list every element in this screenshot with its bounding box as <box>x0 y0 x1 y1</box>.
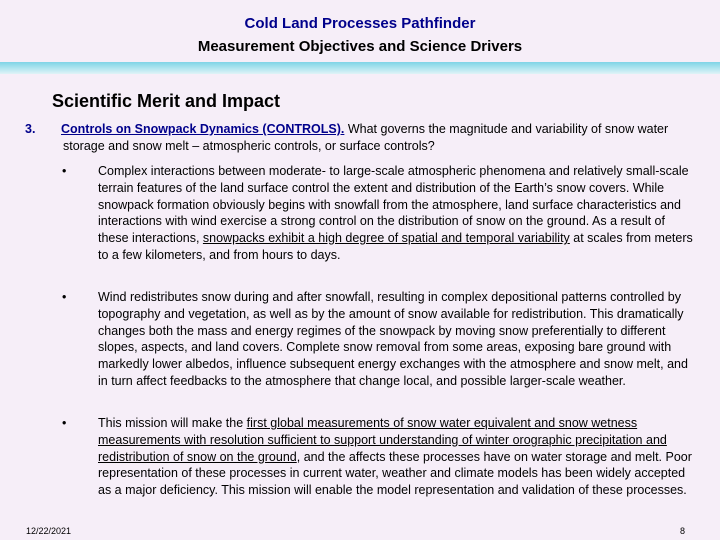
numbered-item <box>25 121 675 155</box>
bullet-marker: • <box>62 290 67 304</box>
bullet-text-part: Complex interactions between moderate- to large-scale atmospheric phenomena and relatively small-scale terrain features of the land surface control the extent and distribution of the Earth’s snow covers. While snowpack formation obviously begins with snowfall from the atmosphere, land surface characteristics and interactions with wind exercise a strong control on the distribution of snow on the ground. As a result of these interactions, <box>98 164 689 246</box>
bullet-marker: • <box>62 416 67 430</box>
bullet-text-underlined: snowpacks exhibit a high degree of spatial and temporal variability <box>202 231 570 246</box>
bullet-text <box>98 289 694 390</box>
bullet-text <box>98 163 694 264</box>
bullet-text <box>98 415 694 499</box>
bullet-text-part: This mission will make the <box>98 416 247 430</box>
item-body <box>63 121 675 155</box>
item-heading: Controls on Snowpack Dynamics (CONTROLS). <box>61 122 345 136</box>
bullet-text-part: Wind redistributes snow during and after snowfall, resulting in complex depositional patterns controlled by topography and vegetation, as well as by the amount of snow available for redistribution. This dramatically changes both the mass and energy regimes of the snowpack by moving snow preferentially to different slopes, aspects, and land covers. Complete snow removal from some areas, exposing bare ground with markedly lower albedos, influence subsequent energy exchanges with the atmosphere and snow melt, and in turn affect feedbacks to the atmosphere that change local, and possible larger-scale weather. <box>98 290 688 388</box>
slide-title: Cold Land Processes Pathfinder <box>244 15 476 32</box>
page-number: 8 <box>680 526 686 536</box>
header-divider-bar <box>0 62 720 74</box>
item-question: What governs the magnitude and variability of snow water storage and snow melt – atmospheric controls, or surface controls? <box>63 122 669 153</box>
item-number: 3. <box>25 122 36 136</box>
bullet-marker: • <box>62 164 67 178</box>
bullet-text-part: at scales from meters to a few kilometers, and from hours to days. <box>98 231 693 262</box>
slide-header <box>0 0 720 62</box>
section-title: Scientific Merit and Impact <box>52 91 281 111</box>
bullet-text-underlined: first global measurements of snow water equivalent and snow wetness measurements with resolution sufficient to support understanding of winter orographic precipitation and redistribution of snow on the ground <box>98 416 667 464</box>
slide-subtitle: Measurement Objectives and Science Drivers <box>197 38 523 55</box>
bullet-text-part: , and the affects these processes have on water storage and melt. Poor representation of these processes in current water, weather and climate models has been widely accepted as a major deficiency. This mission will enable the model representation and validation of these processes. <box>98 449 692 498</box>
footer-date: 12/22/2021 <box>26 526 72 536</box>
